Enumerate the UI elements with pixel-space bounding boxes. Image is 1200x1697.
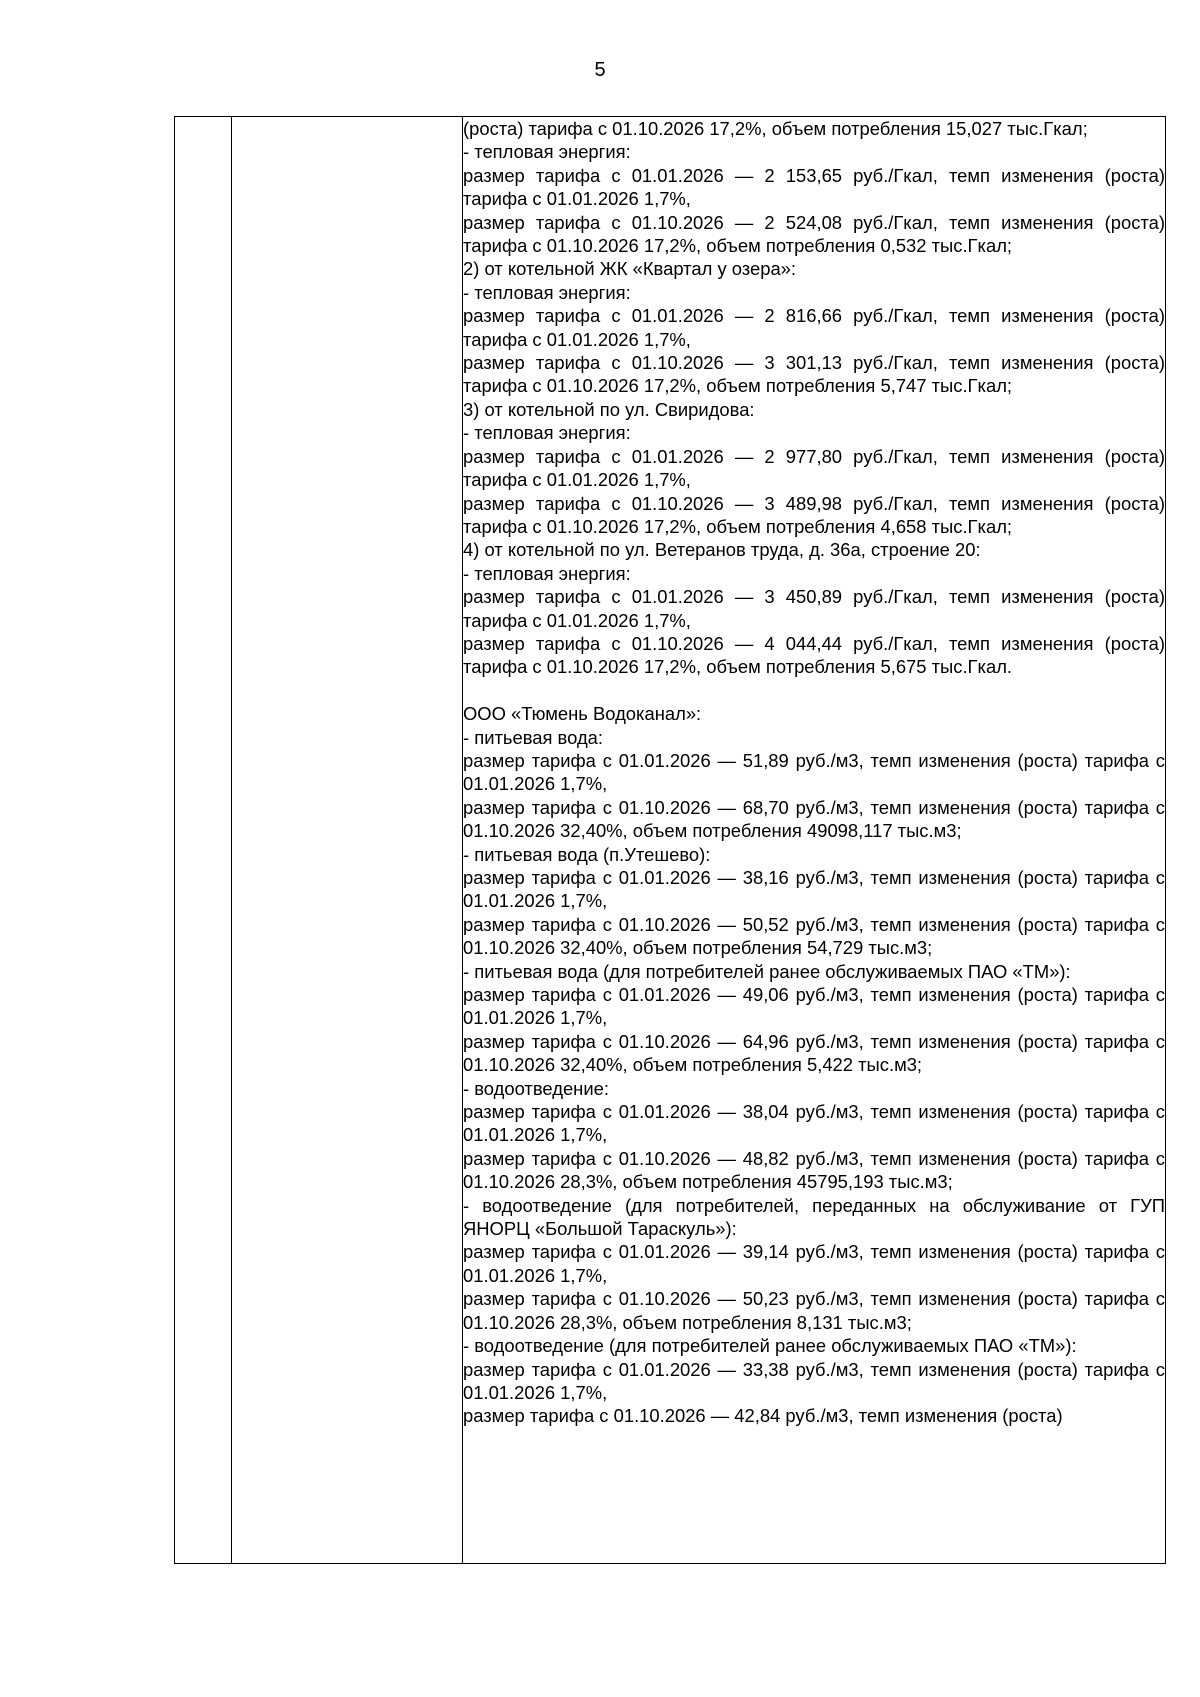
text-paragraph: - питьевая вода (п.Утешево): <box>463 843 711 865</box>
text-paragraph: - водоотведение: <box>463 1077 609 1099</box>
text-paragraph: размер тарифа с 01.10.2026 — 48,82 руб./м3, темп изменения (роста) тарифа с 01.10.2026 28,3%, объем потребления 45795,193 тыс.м3; <box>463 1147 1165 1193</box>
table-row <box>175 117 1166 1564</box>
text-paragraph: размер тарифа с 01.01.2026 — 51,89 руб./м3, темп изменения (роста) тарифа с 01.01.2026 1,7%, <box>463 749 1165 795</box>
text-paragraph: размер тарифа с 01.01.2026 — 49,06 руб./м3, темп изменения (роста) тарифа с 01.01.2026 1,7%, <box>463 984 1165 1029</box>
text-paragraph: размер тарифа с 01.10.2026 — 3 301,13 руб./Гкал, темп изменения (роста) тарифа с 01.10.2026 17,2%, объем потребления 5,747 тыс.Гкал; <box>463 352 1165 397</box>
text-paragraph: размер тарифа с 01.01.2026 — 3 450,89 руб./Гкал, темп изменения (роста) тарифа с 01.01.2026 1,7%, <box>463 586 1165 631</box>
table-cell-name <box>232 117 463 1564</box>
text-paragraph: (роста) тарифа с 01.10.2026 17,2%, объем потребления 15,027 тыс.Гкал; <box>463 118 1088 139</box>
text-paragraph: размер тарифа с 01.10.2026 — 42,84 руб./м3, темп изменения (роста) <box>463 1405 1063 1427</box>
text-paragraph: размер тарифа с 01.01.2026 — 38,16 руб./м3, темп изменения (роста) тарифа с 01.01.2026 1,7%, <box>463 866 1165 912</box>
text-paragraph: - тепловая энергия: <box>463 141 631 163</box>
table-cell-content <box>463 117 1166 1564</box>
content-text <box>463 117 1165 1428</box>
text-paragraph: размер тарифа с 01.01.2026 — 38,04 руб./м3, темп изменения (роста) тарифа с 01.01.2026 1,7%, <box>463 1101 1165 1146</box>
text-paragraph: размер тарифа с 01.10.2026 — 64,96 руб./м3, темп изменения (роста) тарифа с 01.10.2026 32,40%, объем потребления 5,422 тыс.м3; <box>463 1030 1165 1076</box>
text-paragraph: - тепловая энергия: <box>463 562 631 584</box>
page-number: 5 <box>594 59 606 81</box>
text-paragraph: ООО «Тюмень Водоканал»: <box>463 703 702 725</box>
text-paragraph: размер тарифа с 01.01.2026 — 33,38 руб./м3, темп изменения (роста) тарифа с 01.01.2026 1,7%, <box>463 1358 1165 1403</box>
text-paragraph: размер тарифа с 01.10.2026 — 4 044,44 руб./Гкал, темп изменения (роста) тарифа с 01.10.2026 17,2%, объем потребления 5,675 тыс.Гкал. <box>463 632 1165 678</box>
text-paragraph: - водоотведение (для потребителей, переданных на обслуживание от ГУП ЯНОРЦ «Большой Тараскуль»): <box>463 1194 1165 1240</box>
text-paragraph: 2) от котельной ЖК «Квартал у озера»: <box>463 258 797 280</box>
tariff-table <box>174 116 1166 1564</box>
text-paragraph: размер тарифа с 01.10.2026 — 2 524,08 руб./Гкал, темп изменения (роста) тарифа с 01.10.2026 17,2%, объем потребления 0,532 тыс.Гкал; <box>463 211 1165 257</box>
text-paragraph: - питьевая вода: <box>463 726 604 748</box>
text-paragraph: размер тарифа с 01.01.2026 — 2 153,65 руб./Гкал, темп изменения (роста) тарифа с 01.01.2026 1,7%, <box>463 164 1165 210</box>
text-paragraph: размер тарифа с 01.10.2026 — 50,52 руб./м3, темп изменения (роста) тарифа с 01.10.2026 32,40%, объем потребления 54,729 тыс.м3; <box>463 913 1165 959</box>
text-paragraph: - питьевая вода (для потребителей ранее обслуживаемых ПАО «ТМ»): <box>463 960 1071 982</box>
text-paragraph: размер тарифа с 01.01.2026 — 2 816,66 руб./Гкал, темп изменения (роста) тарифа с 01.01.2026 1,7%, <box>463 305 1165 350</box>
text-paragraph: размер тарифа с 01.01.2026 — 2 977,80 руб./Гкал, темп изменения (роста) тарифа с 01.01.2026 1,7%, <box>463 445 1165 491</box>
paragraph-gap <box>463 679 1165 702</box>
text-paragraph: размер тарифа с 01.10.2026 — 68,70 руб./м3, темп изменения (роста) тарифа с 01.10.2026 32,40%, объем потребления 49098,117 тыс.м3; <box>463 796 1165 842</box>
text-paragraph: размер тарифа с 01.10.2026 — 50,23 руб./м3, темп изменения (роста) тарифа с 01.10.2026 28,3%, объем потребления 8,131 тыс.м3; <box>463 1288 1165 1333</box>
text-paragraph: размер тарифа с 01.10.2026 — 3 489,98 руб./Гкал, темп изменения (роста) тарифа с 01.10.2026 17,2%, объем потребления 4,658 тыс.Гкал; <box>463 492 1165 537</box>
text-paragraph: - тепловая энергия: <box>463 281 631 303</box>
text-paragraph: - тепловая энергия: <box>463 422 631 444</box>
text-paragraph: 4) от котельной по ул. Ветеранов труда, д. 36а, строение 20: <box>463 539 981 561</box>
text-paragraph: 3) от котельной по ул. Свиридова: <box>463 398 755 420</box>
table-cell-number <box>175 117 232 1564</box>
text-paragraph: размер тарифа с 01.01.2026 — 39,14 руб./м3, темп изменения (роста) тарифа с 01.01.2026 1,7%, <box>463 1241 1165 1286</box>
text-paragraph: - водоотведение (для потребителей ранее обслуживаемых ПАО «ТМ»): <box>463 1335 1077 1357</box>
